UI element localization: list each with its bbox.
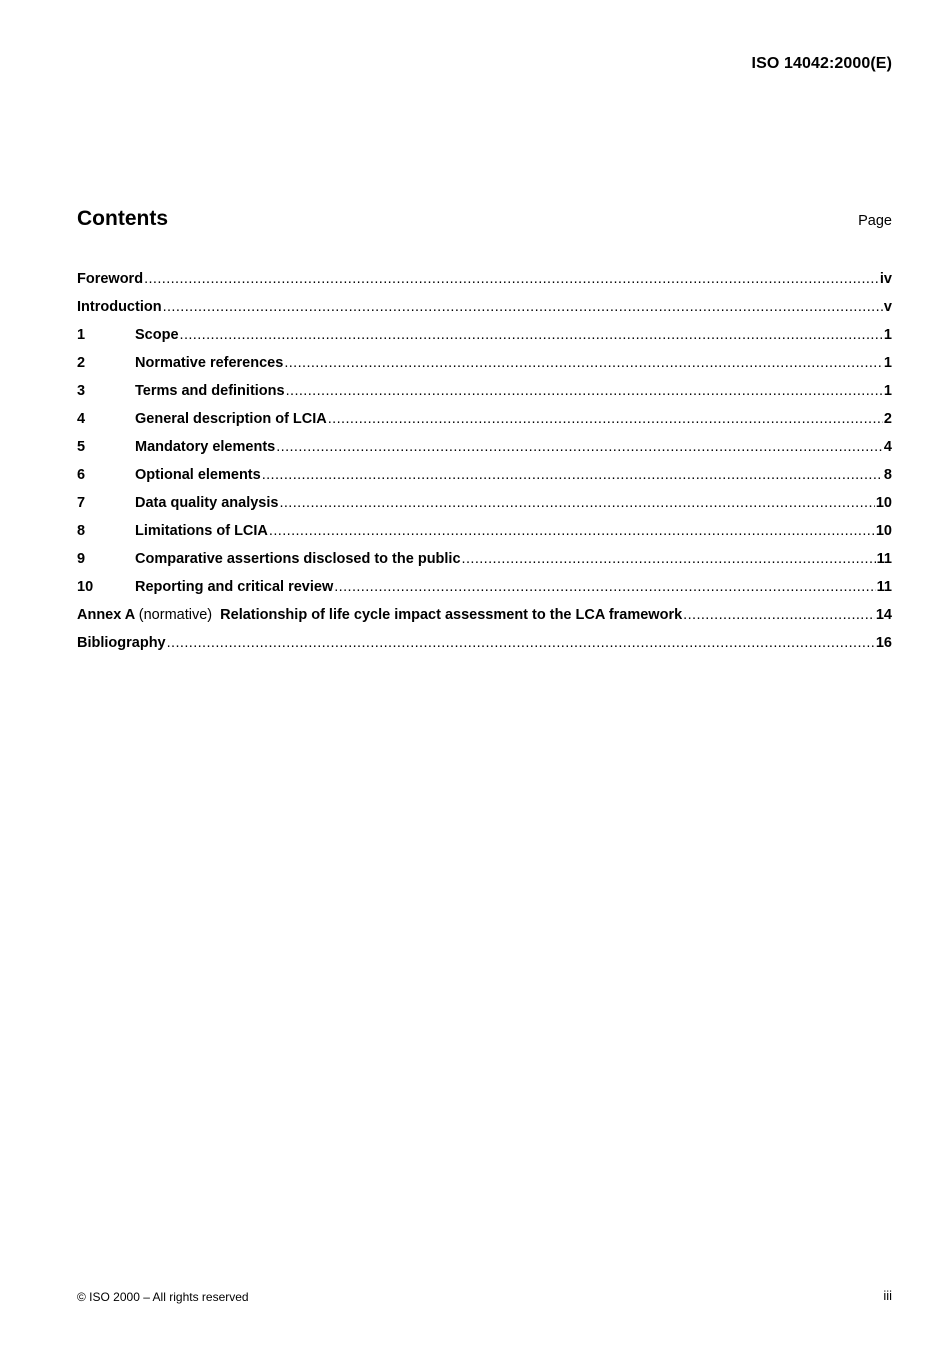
toc-entry-scope[interactable]: [77, 321, 892, 349]
toc-entry-data-quality-analysis[interactable]: [77, 489, 892, 517]
toc-entry-optional-elements[interactable]: [77, 461, 892, 489]
toc-entry-title: Introduction: [77, 299, 162, 315]
toc-entry-comparative-assertions[interactable]: [77, 545, 892, 573]
toc-entry-normative-references[interactable]: [77, 349, 892, 377]
toc-entry-title: Limitations of LCIA: [135, 523, 268, 539]
toc-entry-page: 16: [875, 635, 892, 651]
toc-entry-page: 8: [883, 467, 892, 483]
document-id: ISO 14042:2000(E): [751, 55, 892, 72]
toc-entry-number: 1: [77, 327, 86, 343]
toc-entry-title: Scope: [135, 327, 179, 343]
toc-entry-page: 2: [883, 411, 892, 427]
toc-entry-page: 14: [875, 607, 892, 623]
toc-entry-title: Foreword: [77, 271, 144, 287]
toc-entry-general-description[interactable]: [77, 405, 892, 433]
toc-entry-page: iv: [879, 271, 892, 287]
toc-entry-number: 5: [77, 439, 86, 455]
toc-entry-terms-and-definitions[interactable]: [77, 377, 892, 405]
toc-entry-page: 10: [875, 495, 892, 511]
toc-entry-title: Reporting and critical review: [135, 579, 334, 595]
toc-entry-page: 10: [875, 523, 892, 539]
toc-leader-dots: [163, 293, 883, 321]
toc-entry-number: 2: [77, 355, 86, 371]
toc-entry-number: 6: [77, 467, 86, 483]
toc-entry-title: Data quality analysis: [135, 495, 279, 511]
toc-entry-number: 4: [77, 411, 86, 427]
toc-entry-title: Terms and definitions: [135, 383, 285, 399]
toc-leader-dots: [334, 573, 875, 601]
toc-entry-page: 1: [883, 355, 892, 371]
toc-leader-dots: [269, 517, 875, 545]
toc-entry-number: 10: [77, 579, 94, 595]
toc-annex-type: (normative): [138, 607, 213, 623]
toc-entry-title: Relationship of life cycle impact assessment to the LCA framework: [220, 607, 683, 623]
toc-leader-dots: [683, 601, 875, 629]
toc-annex-heading: [77, 601, 682, 629]
toc-entry-page: 11: [876, 551, 892, 567]
toc-leader-dots: [284, 349, 883, 377]
toc-leader-dots: [276, 433, 883, 461]
copyright-notice: © ISO 2000 – All rights reserved: [77, 1290, 249, 1304]
toc-leader-dots: [167, 629, 875, 657]
toc-entry-introduction[interactable]: [77, 293, 892, 321]
toc-entry-title: Mandatory elements: [135, 439, 276, 455]
toc-leader-dots: [286, 377, 883, 405]
toc-entry-bibliography[interactable]: [77, 629, 892, 657]
contents-title: Contents: [77, 207, 168, 230]
toc-entry-limitations[interactable]: [77, 517, 892, 545]
toc-entry-page: 11: [876, 579, 892, 595]
toc-entry-reporting[interactable]: [77, 573, 892, 601]
toc-entry-number: 7: [77, 495, 86, 511]
toc-entry-page: 1: [883, 383, 892, 399]
contents-header: [77, 207, 892, 231]
toc-annex-label: Annex A: [77, 607, 135, 623]
table-of-contents: [77, 265, 892, 657]
toc-entry-page: 4: [883, 439, 892, 455]
page-number: iii: [883, 1288, 892, 1303]
toc-leader-dots: [180, 321, 883, 349]
toc-entry-title: Normative references: [135, 355, 284, 371]
toc-entry-annex-a[interactable]: [77, 601, 892, 629]
toc-entry-page: 1: [883, 327, 892, 343]
toc-leader-dots: [144, 265, 879, 293]
toc-entry-title: Comparative assertions disclosed to the public: [135, 551, 461, 567]
toc-entry-foreword[interactable]: [77, 265, 892, 293]
toc-leader-dots: [462, 545, 876, 573]
toc-entry-page: v: [883, 299, 892, 315]
toc-entry-mandatory-elements[interactable]: [77, 433, 892, 461]
toc-leader-dots: [328, 405, 883, 433]
page-column-label: Page: [858, 213, 892, 229]
toc-entry-title: General description of LCIA: [135, 411, 327, 427]
toc-entry-number: 8: [77, 523, 86, 539]
toc-entry-number: 3: [77, 383, 86, 399]
toc-leader-dots: [262, 461, 883, 489]
toc-leader-dots: [279, 489, 874, 517]
toc-entry-title: Optional elements: [135, 467, 261, 483]
toc-entry-number: 9: [77, 551, 86, 567]
toc-entry-title: Bibliography: [77, 635, 166, 651]
